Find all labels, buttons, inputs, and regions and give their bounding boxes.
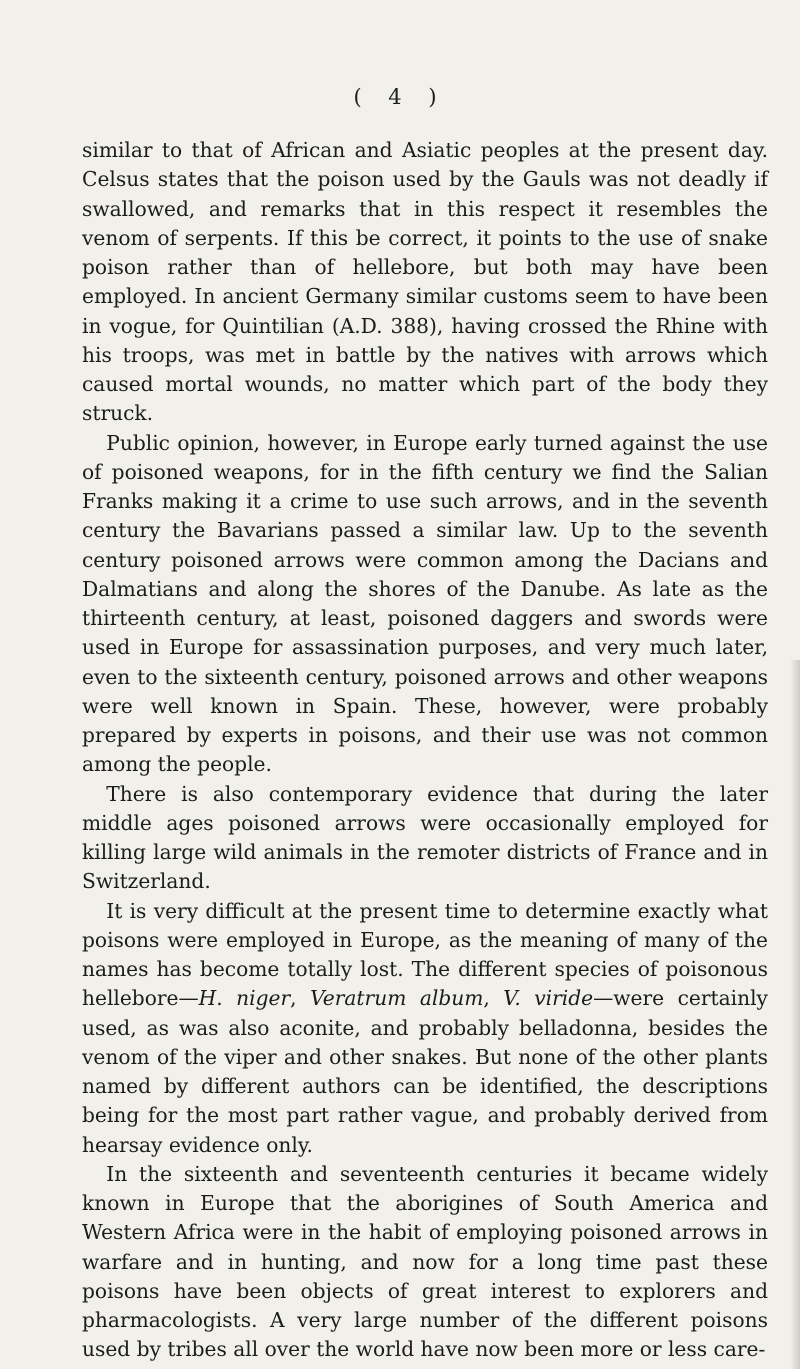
page-number: ( 4 ): [353, 85, 447, 109]
paragraph-4: [82, 897, 768, 1160]
punctuation: ,: [290, 986, 311, 1011]
punctuation: ,: [483, 986, 504, 1011]
paragraph-text: There is also contemporary evidence that during the later middle ages poisoned arrows were occasionally employed for killing large wild animals in the remoter districts of France and in Switzerland.: [82, 781, 768, 894]
paragraph-text: Public opinion, however, in Europe early turned against the use of poisoned weapons, for in the fifth century we find the Salian Franks making it a crime to use such arrows, and in the seventh century the Bavarians passed a similar law. Up to the seventh century poisoned arrows were common among the Dacians and Dalmatians and along the shores of the Danube. As late as the thirteenth century, at least, poisoned daggers and swords were used in Europe for assassination purposes, and very much later, even to the sixteenth century, poisoned arrows and other weapons were well known in Spain. These, however, were probably prepared by experts in poisons, and their use was not common among the people.: [82, 430, 768, 777]
body-text: [82, 136, 768, 1365]
paragraph-3: [82, 780, 768, 897]
species-name-italic: Veratrum album: [310, 986, 484, 1011]
paragraph-text: It is very difficult at the present time to determine exactly what poisons were employed in Europe, as the meaning of many of the names has become totally lost. The different species of poisonous hellebore—: [82, 898, 768, 1011]
species-name-italic: H. niger: [198, 986, 291, 1011]
paragraph-5: [82, 1160, 768, 1365]
page-edge-shadow: [790, 660, 800, 1369]
paragraph-2: [82, 429, 768, 780]
paragraph-text: similar to that of African and Asiatic peoples at the present day. Celsus states that the poison used by the Gauls was not deadly if swallowed, and remarks that in this respect it resembles the venom of serpents. If this be correct, it points to the use of snake poison rather than of hellebore, but both may have been employed. In ancient Germany similar customs seem to have been in vogue, for Quintilian (A.D. 388), having crossed the Rhine with his troops, was met in battle by the natives with arrows which caused mortal wounds, no matter which part of the body they struck.: [82, 138, 768, 426]
paragraph-text: In the sixteenth and seventeenth centuries it became widely known in Europe that the aborigines of South America and Western Africa were in the habit of employing poisoned arrows in warfare and in hunting, and now for a long time past these poisons have been objects of great interest to explorers and pharmacologists. A very large number of the different poisons used by tribes all over the world have now been more or less care-: [82, 1161, 768, 1362]
species-name-italic: V. viride: [503, 986, 594, 1011]
paragraph-1: [82, 136, 768, 429]
paragraph-text: —were certainly used, as was also aconite, and probably belladonna, besides the venom of the viper and other snakes. But none of the other plants named by different authors can be identified, the descriptions being for the most part rather vague, and probably derived from hearsay evidence only.: [82, 986, 768, 1157]
